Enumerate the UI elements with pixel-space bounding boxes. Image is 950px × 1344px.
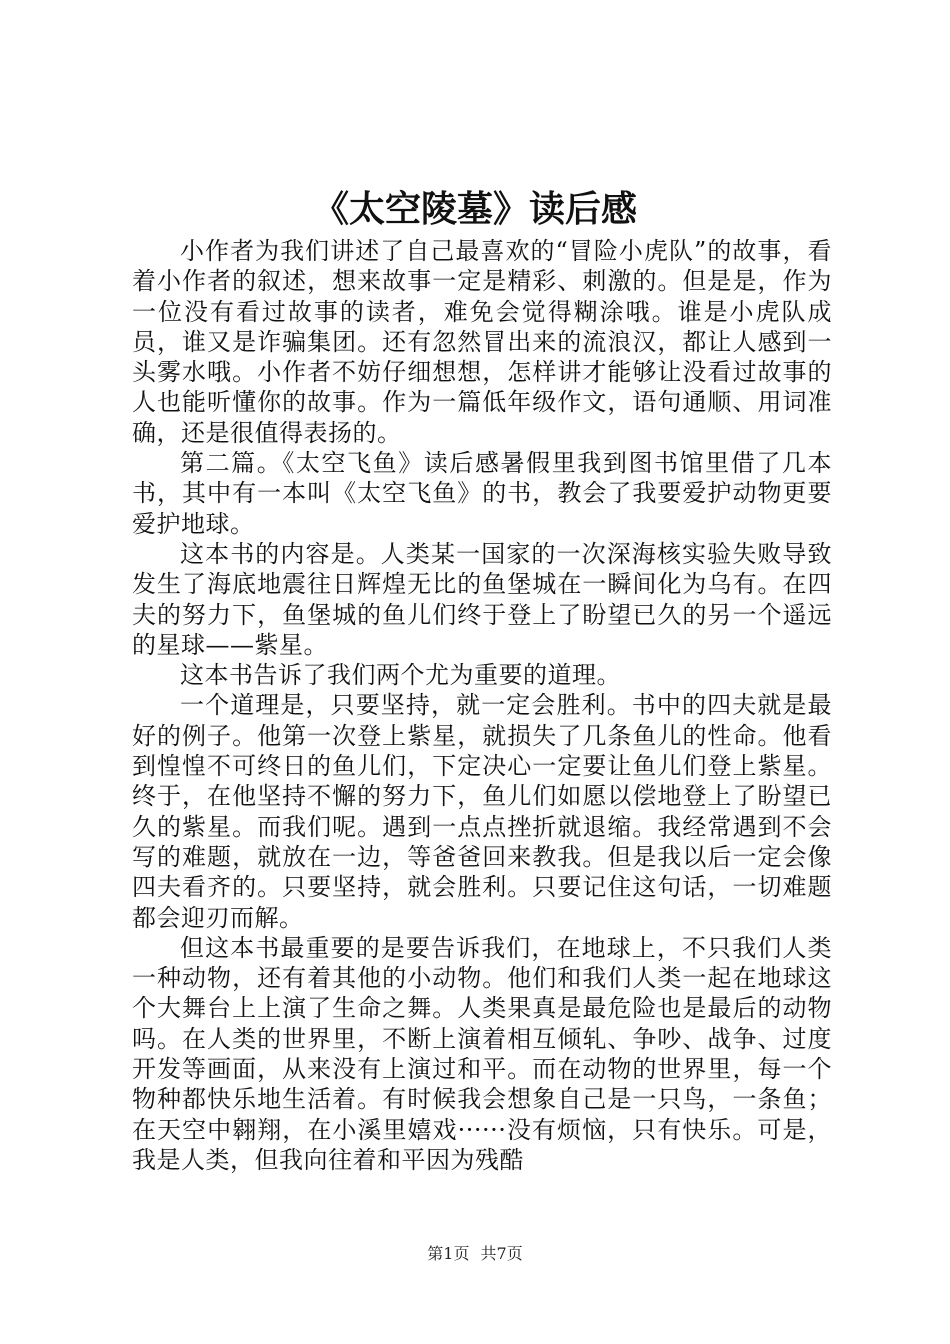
document-body bbox=[132, 236, 832, 1175]
paragraph-1: 小作者为我们讲述了自己最喜欢的“冒险小虎队”的故事，看着小作者的叙述，想来故事一定是精彩、刺激的。但是是，作为一位没有看过故事的读者，难免会觉得糊涂哦。谁是小虎队成员，谁又是诈骗集团。还有忽然冒出来的流浪汉，都让人感到一头雾水哦。小作者不妨仔细想想，怎样讲才能够让没看过故事的人也能听懂你的故事。作为一篇低年级作文，语句通顺、用词准确，还是很值得表扬的。 bbox=[132, 237, 832, 447]
paragraph-4: 这本书告诉了我们两个尤为重要的道理。 bbox=[180, 661, 621, 690]
paragraph-5: 一个道理是，只要坚持，就一定会胜利。书中的四夫就是最好的例子。他第一次登上紫星，就损失了几条鱼儿的性命。他看到惶惶不可终日的鱼儿们，下定决心一定要让鱼儿们登上紫星。终于，在他坚持不懈的努力下，鱼儿们如愿以偿地登上了盼望已久的紫星。而我们呢。遇到一点点挫折就退缩。我经常遇到不会写的难题，就放在一边，等爸爸回来教我。但是我以后一定会像四夫看齐的。只要坚持，就会胜利。只要记住这句话，一切难题都会迎刃而解。 bbox=[132, 691, 832, 932]
paragraph-2: 第二篇。《太空飞鱼》读后感暑假里我到图书馆里借了几本书，其中有一本叫《太空飞鱼》的书，教会了我要爱护动物更要爱护地球。 bbox=[132, 449, 832, 538]
page-number: 第1页 bbox=[427, 1244, 470, 1263]
paragraph-6: 但这本书最重要的是要告诉我们，在地球上，不只我们人类一种动物，还有着其他的小动物。他们和我们人类一起在地球这个大舞台上上演了生命之舞。人类果真是最危险也是最后的动物吗。在人类的世界里，不断上演着相互倾轧、争吵、战争、过度开发等画面，从来没有上演过和平。而在动物的世界里，每一个物种都快乐地生活着。有时候我会想象自己是一只鸟，一条鱼；在天空中翱翔，在小溪里嬉戏······没有烦恼，只有快乐。可是，我是人类，但我向往着和平因为残酷 bbox=[132, 933, 832, 1174]
paragraph-3: 这本书的内容是。人类某一国家的一次深海核实验失败导致发生了海底地震往日辉煌无比的鱼堡城在一瞬间化为乌有。在四夫的努力下，鱼堡城的鱼儿们终于登上了盼望已久的另一个遥远的星球——紫星。 bbox=[132, 539, 832, 659]
page-total: 共7页 bbox=[480, 1244, 523, 1263]
page-title: 《太空陵墓》读后感 bbox=[312, 188, 637, 230]
page-footer bbox=[0, 1242, 950, 1266]
